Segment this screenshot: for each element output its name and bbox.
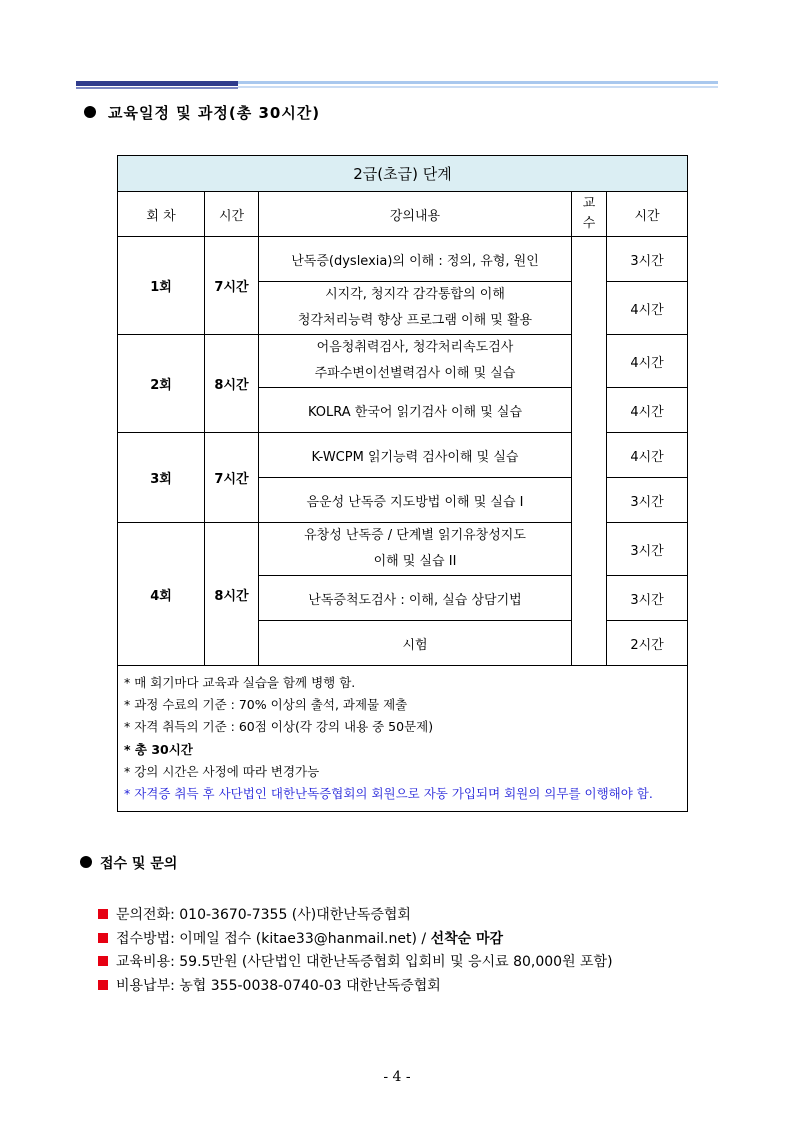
header-rule (76, 81, 718, 89)
note-line: * 매 회기마다 교육과 실습을 함께 병행 함. (124, 675, 356, 690)
session-time: 7시간 (205, 237, 259, 335)
list-item (98, 928, 613, 952)
lecture-content-line: 청각처리능력 향상 프로그램 이해 및 활용 (297, 313, 533, 328)
lecture-hours: 2시간 (607, 621, 688, 666)
header-content: 강의내용 (259, 192, 572, 237)
header-instructor-line2: 수 (582, 216, 596, 231)
lecture-content: KOLRA 한국어 읽기검사 이해 및 실습 (259, 388, 572, 433)
list-item (98, 904, 613, 928)
session-number: 1회 (118, 237, 205, 335)
lecture-hours: 3시간 (607, 523, 688, 576)
lecture-content: 음운성 난독증 지도방법 이해 및 실습 I (259, 478, 572, 523)
red-square-icon (98, 909, 108, 919)
lecture-hours: 4시간 (607, 282, 688, 335)
note-line: * 자격 취득의 기준 : 60점 이상(각 강의 내용 중 50문제) (124, 719, 434, 735)
contact-list (98, 904, 613, 998)
session-time: 7시간 (205, 433, 259, 523)
lecture-content-line: 어음청취력검사, 청각처리속도검사 (316, 340, 514, 355)
page-number: - 4 - (383, 1069, 411, 1085)
session-time: 8시간 (205, 523, 259, 666)
header-instructor-line1: 교 (582, 196, 596, 211)
session-number: 3회 (118, 433, 205, 523)
header-rule-dark-sub (76, 87, 238, 89)
course-table (117, 155, 688, 812)
lecture-content (259, 335, 572, 388)
list-item (98, 975, 613, 999)
contact-bold-text: 선착순 마감 (430, 930, 504, 947)
lecture-hours: 4시간 (607, 388, 688, 433)
lecture-hours: 3시간 (607, 478, 688, 523)
lecture-content-line: 유창성 난독증 / 단계별 읽기유창성지도 (304, 528, 526, 543)
lecture-hours: 4시간 (607, 335, 688, 388)
lecture-hours: 3시간 (607, 576, 688, 621)
note-line: * 과정 수료의 기준 : 70% 이상의 출석, 과제물 제출 (124, 697, 408, 713)
contact-text: 비용납부: 농협 355-0038-0740-03 대한난독증협회 (116, 977, 441, 994)
bullet-dot-icon (84, 106, 96, 118)
red-square-icon (98, 980, 108, 990)
red-square-icon (98, 956, 108, 966)
notes-cell (118, 666, 688, 812)
instructor-column (572, 237, 607, 666)
red-square-icon (98, 933, 108, 943)
note-line: * 강의 시간은 사정에 따라 변경가능 (124, 763, 320, 779)
note-line: * 자격증 취득 후 사단법인 대한난독증협회의 회원으로 자동 가입되며 회원의 의무를 이행해야 함. (124, 786, 653, 802)
stage-header: 2급(초급) 단계 (118, 156, 688, 192)
lecture-content (259, 282, 572, 335)
section-title-text: 교육일정 및 과정(총 30시간) (108, 104, 321, 122)
header-time: 시간 (205, 192, 259, 237)
contact-text: 교육비용: 59.5만원 (사단법인 대한난독증협회 입회비 및 응시료 80,000원 포함) (116, 954, 613, 970)
lecture-content-line: 주파수변이선별력검사 이해 및 실습 (314, 366, 516, 381)
session-number: 4회 (118, 523, 205, 666)
lecture-content: K-WCPM 읽기능력 검사이해 및 실습 (259, 433, 572, 478)
contact-text: 문의전화: 010-3670-7355 (사)대한난독증협회 (116, 907, 411, 923)
header-rule-light (238, 81, 718, 84)
lecture-content (259, 523, 572, 576)
section-title-contact (80, 853, 177, 873)
table-row (118, 237, 688, 282)
lecture-content: 난독증(dyslexia)의 이해 : 정의, 유형, 원인 (259, 237, 572, 282)
lecture-content: 난독증척도검사 : 이해, 실습 상담기법 (259, 576, 572, 621)
lecture-hours: 3시간 (607, 237, 688, 282)
lecture-content: 시험 (259, 621, 572, 666)
bullet-dot-icon (80, 856, 92, 868)
session-time: 8시간 (205, 335, 259, 433)
section-title-schedule (84, 102, 320, 123)
lecture-hours: 4시간 (607, 433, 688, 478)
list-item (98, 951, 613, 975)
header-rule-dark (76, 81, 238, 86)
lecture-content-line: 시지각, 청지각 감각통합의 이해 (325, 287, 505, 302)
header-session: 회 차 (118, 192, 205, 237)
header-rule-light-sub (238, 86, 718, 88)
session-number: 2회 (118, 335, 205, 433)
header-hours: 시간 (607, 192, 688, 237)
section-title-text: 접수 및 문의 (100, 856, 178, 872)
contact-text: 접수방법: 이메일 접수 (kitae33@hanmail.net) / (116, 930, 431, 947)
header-instructor (572, 192, 607, 237)
table-header-row (118, 192, 688, 237)
lecture-content-line: 이해 및 실습 II (373, 554, 457, 569)
note-line: * 총 30시간 (124, 741, 193, 757)
